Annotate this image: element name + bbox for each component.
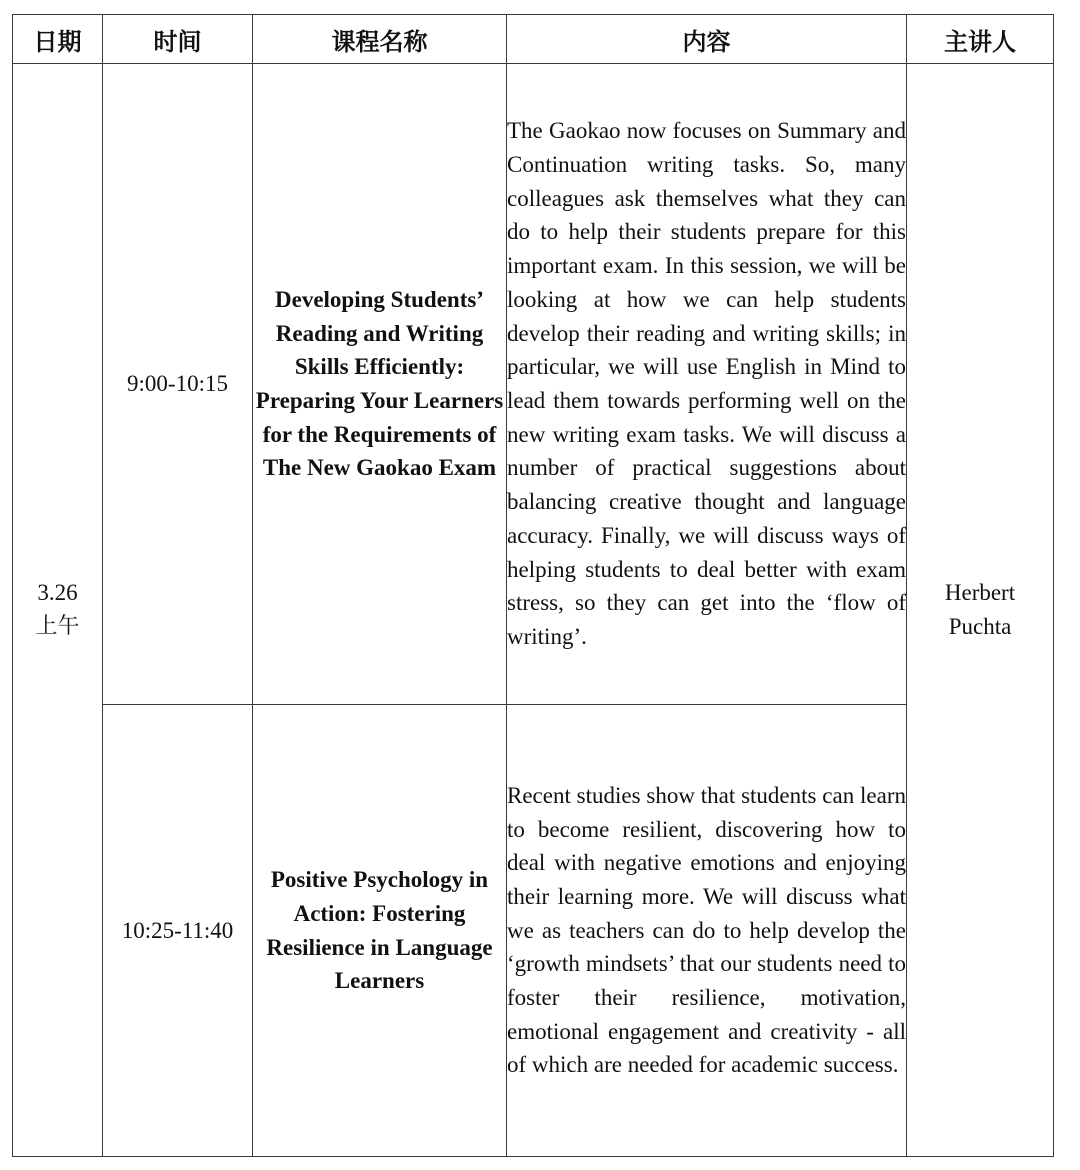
date-cell xyxy=(13,64,103,1157)
schedule-table xyxy=(12,14,1054,1157)
session-description: Recent studies show that students can learn to become resilient, discovering how to deal with negative emotions and enjoying their learning more. We will discuss what we as teachers can do to help develop the ‘growth mindsets’ that our students need to foster their resilience, motivation, emotional engagement and creativity - all of which are needed for academic success. xyxy=(507,705,907,1157)
header-speaker: 主讲人 xyxy=(907,15,1054,64)
header-date: 日期 xyxy=(13,15,103,64)
session-row-2 xyxy=(13,705,1054,1157)
header-row xyxy=(13,15,1054,64)
session-title: Developing Students’ Reading and Writing Skills Efficiently: Preparing Your Learners for the Requirements of The New Gaokao Exam xyxy=(253,64,507,705)
session-description: The Gaokao now focuses on Summary and Continuation writing tasks. So, many colleagues ask themselves what they can do to help their students prepare for this important exam. In this session, we will be looking at how we can help students develop their reading and writing skills; in particular, we will use English in Mind to lead them towards performing well on the new writing exam tasks. We will discuss a number of practical suggestions about balancing creative thought and language accuracy. Finally, we will discuss ways of helping students to deal better with exam stress, so they can get into the ‘flow of writing’. xyxy=(507,64,907,705)
speaker-cell xyxy=(907,64,1054,1157)
session-time: 10:25-11:40 xyxy=(103,705,253,1157)
date-period: 上午 xyxy=(35,614,80,639)
session-row-1 xyxy=(13,64,1054,705)
speaker-first-name: Herbert xyxy=(944,580,1016,606)
header-content: 内容 xyxy=(507,15,907,64)
session-time: 9:00-10:15 xyxy=(103,64,253,705)
date-day: 3.26 xyxy=(37,580,78,605)
header-course: 课程名称 xyxy=(253,15,507,64)
header-time: 时间 xyxy=(103,15,253,64)
session-title: Positive Psychology in Action: Fostering Resilience in Language Learners xyxy=(253,705,507,1157)
speaker-last-name: Puchta xyxy=(948,614,1012,639)
